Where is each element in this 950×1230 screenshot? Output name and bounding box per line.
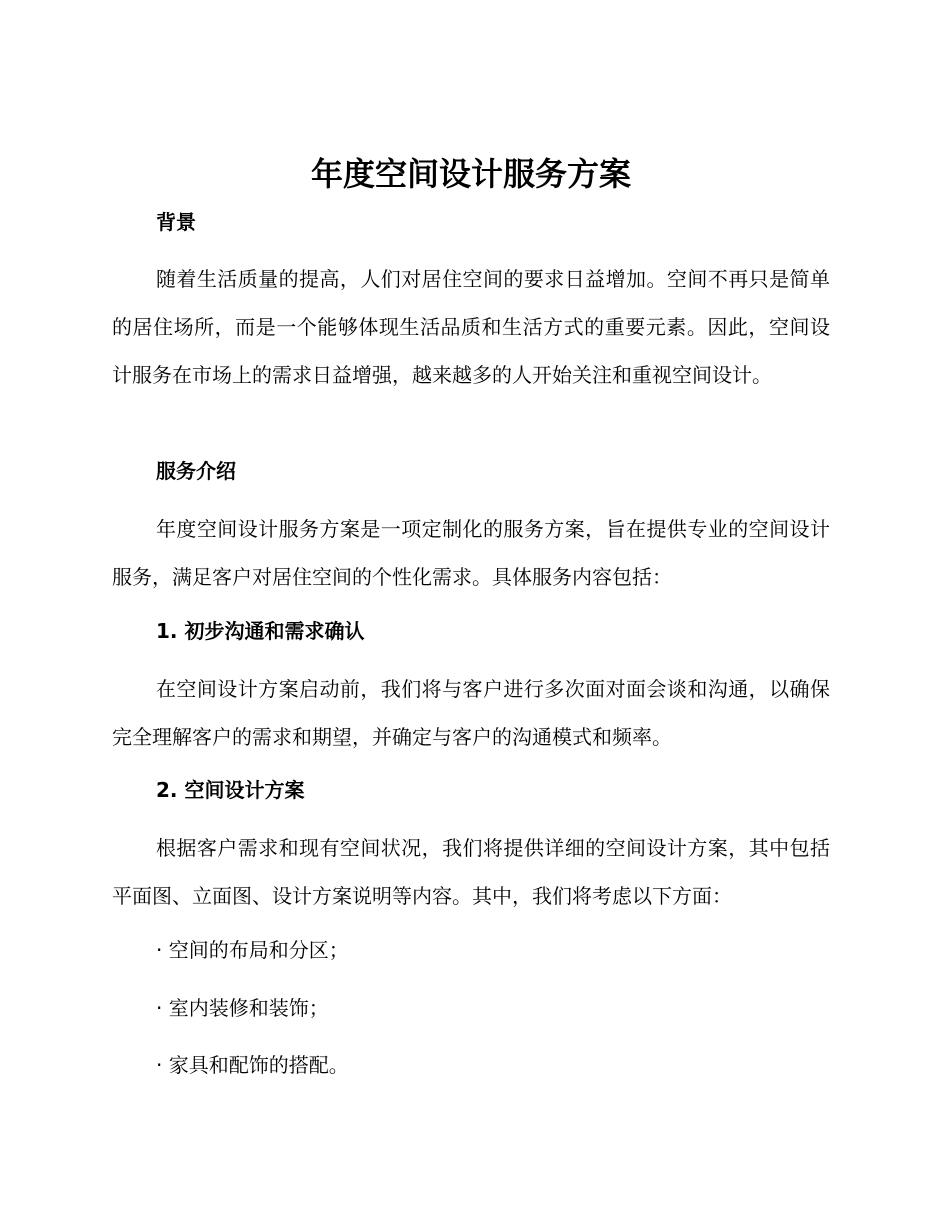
heading-initial-communication: 1. 初步沟通和需求确认 — [156, 619, 365, 643]
list-item-furniture: · 家具和配饰的搭配。 — [156, 1053, 349, 1077]
list-item-layout: · 空间的布局和分区； — [156, 938, 349, 962]
heading-service-intro: 服务介绍 — [156, 459, 236, 483]
paragraph-background: 随着生活质量的提高，人们对居住空间的要求日益增加。空间不再只是简单的居住场所，而是一个能够体现生活品质和生活方式的重要元素。因此，空间设计服务在市场上的需求日益增强，越来越多的人开始关注和重视空间设计。 — [112, 267, 830, 387]
document-title: 年度空间设计服务方案 — [310, 155, 631, 193]
heading-space-design-plan: 2. 空间设计方案 — [156, 778, 305, 802]
heading-background: 背景 — [156, 210, 196, 234]
paragraph-space-design-plan: 根据客户需求和现有空间状况，我们将提供详细的空间设计方案，其中包括平面图、立面图、设计方案说明等内容。其中，我们将考虑以下方面： — [112, 836, 830, 908]
list-item-decoration: · 室内装修和装饰； — [156, 996, 329, 1020]
paragraph-service-intro: 年度空间设计服务方案是一项定制化的服务方案，旨在提供专业的空间设计服务，满足客户对居住空间的个性化需求。具体服务内容包括： — [112, 517, 830, 589]
paragraph-initial-communication: 在空间设计方案启动前，我们将与客户进行多次面对面会谈和沟通，以确保完全理解客户的需求和期望，并确定与客户的沟通模式和频率。 — [112, 677, 830, 749]
